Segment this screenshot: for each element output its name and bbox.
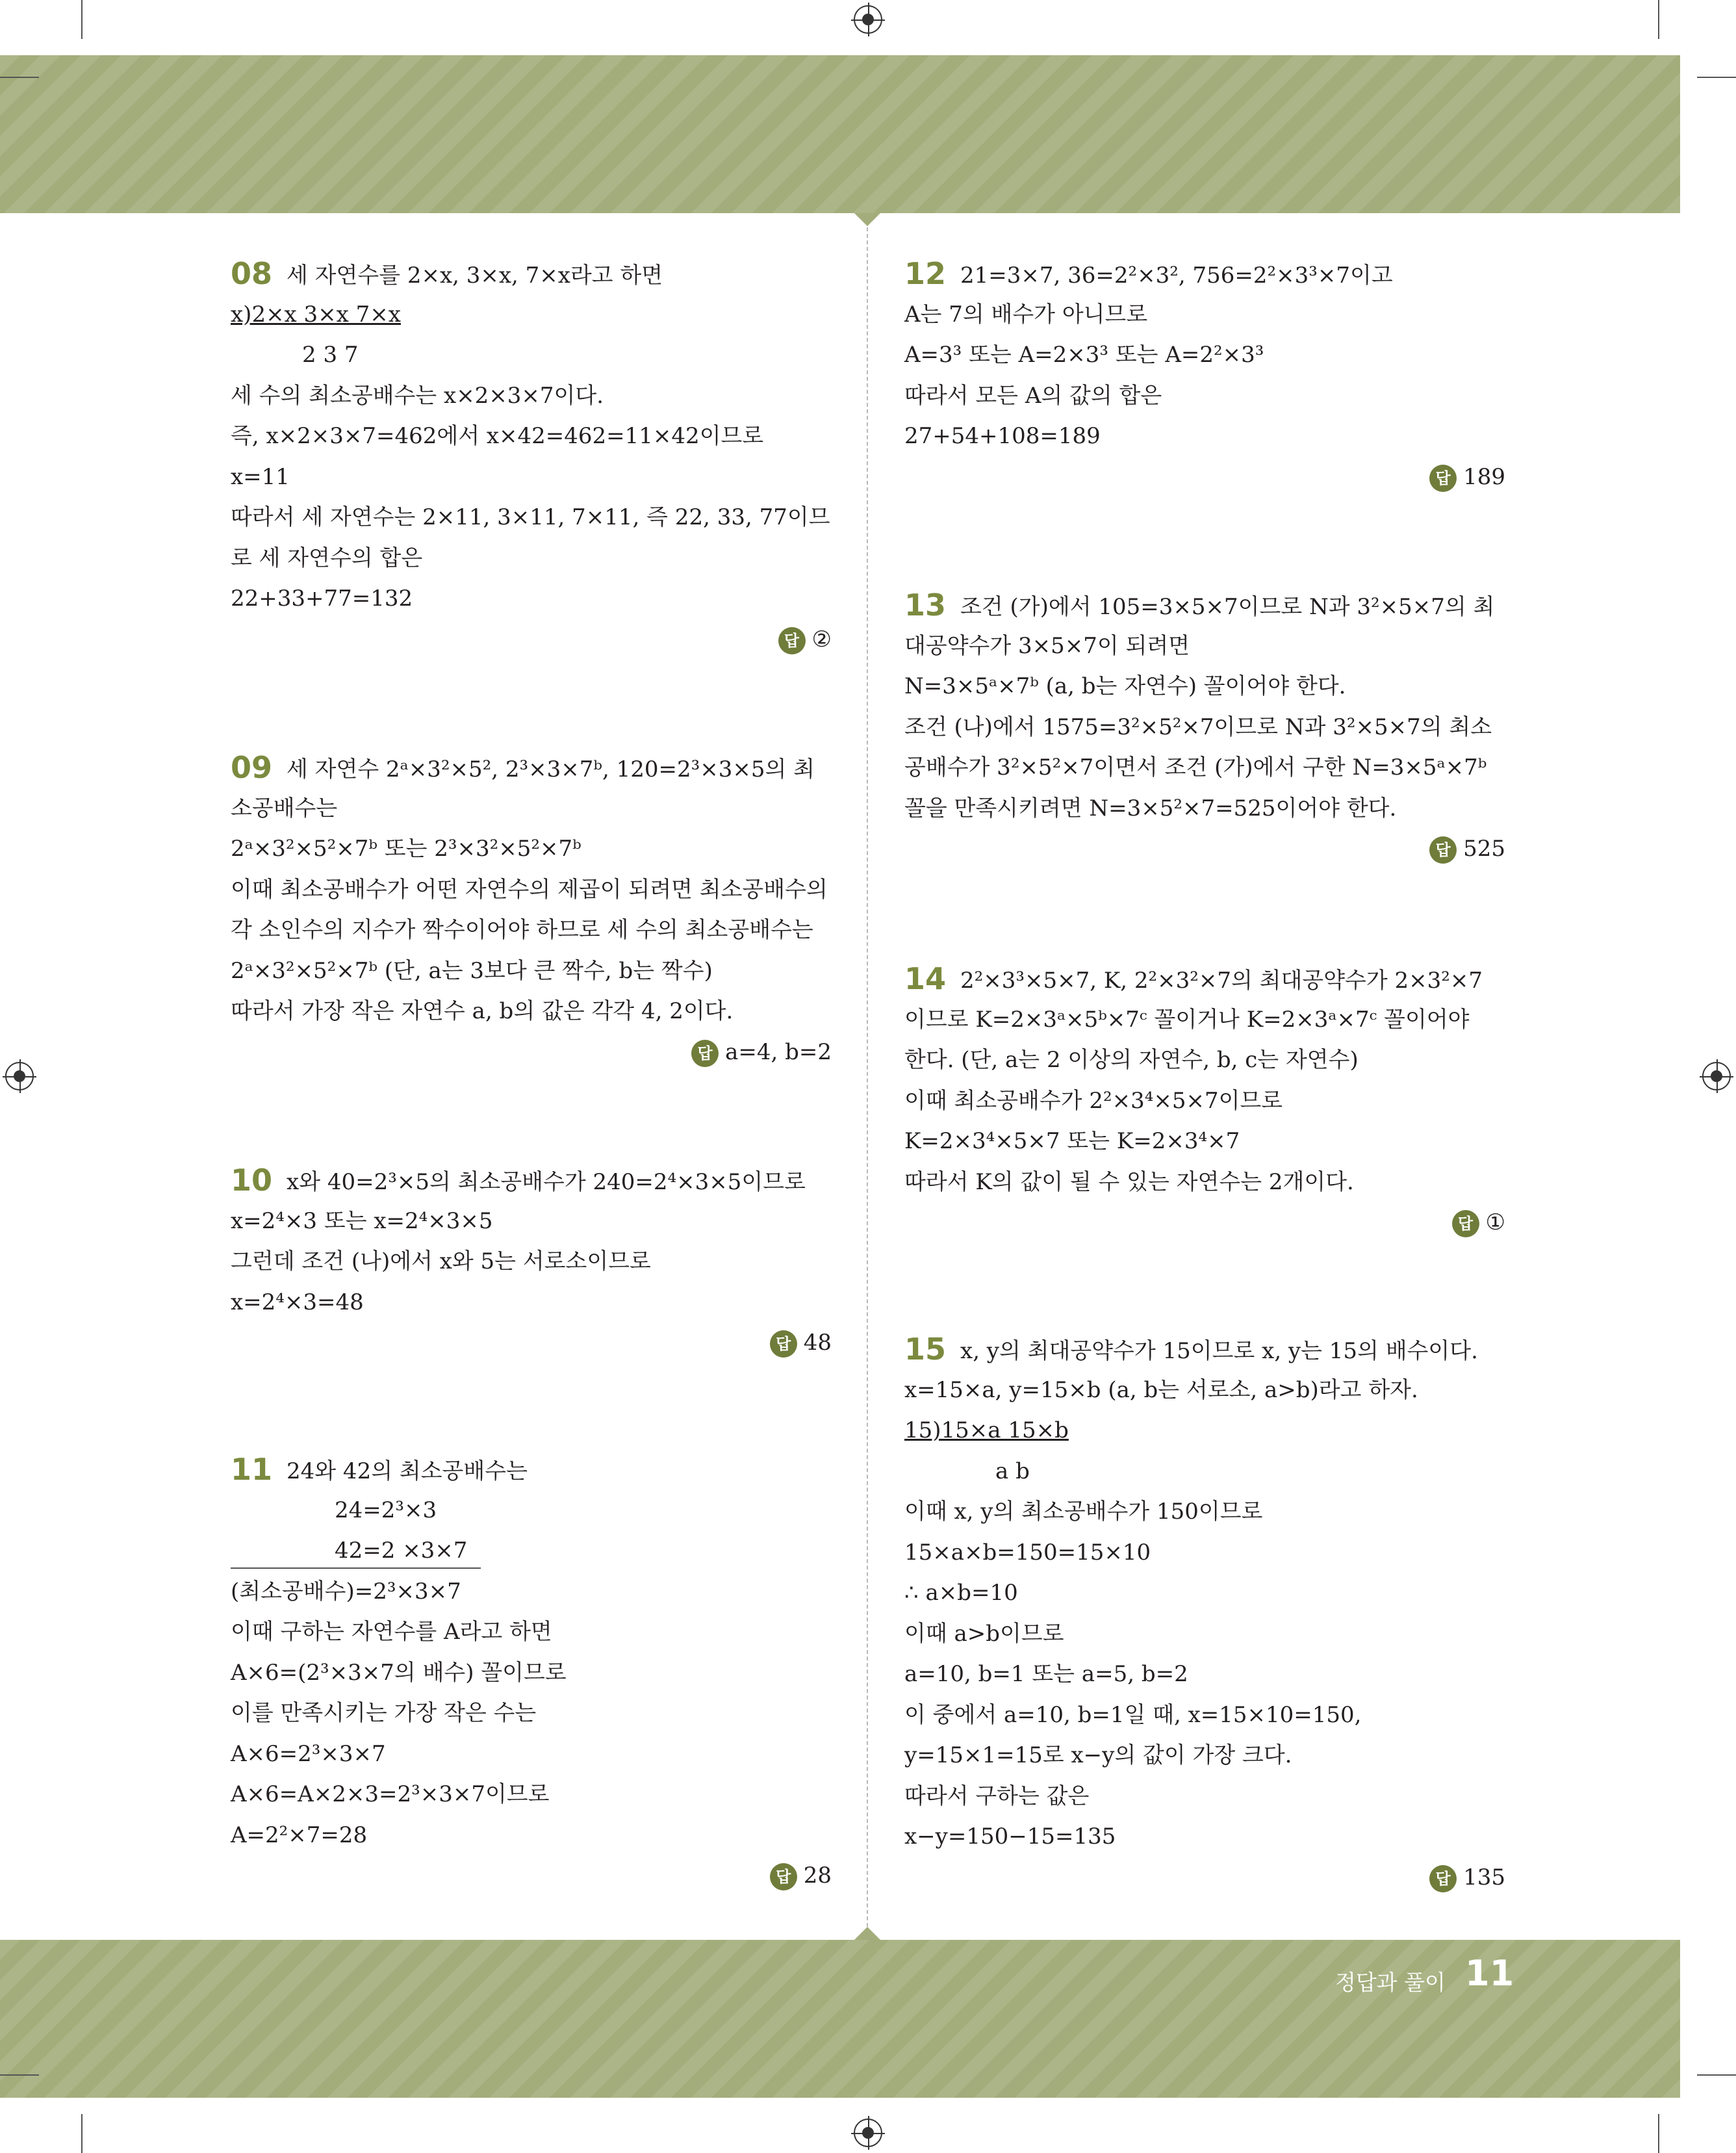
registration-mark-icon (854, 2119, 882, 2147)
crop-mark (1658, 2114, 1659, 2153)
solution-line: 이때 최소공배수가 2²×3⁴×5×7이므로 (904, 1087, 1283, 1114)
answer-badge: 답 (1429, 836, 1457, 864)
solution-line: x=15×a, y=15×b (a, b는 서로소, a>b)라고 하자. (904, 1376, 1418, 1403)
solution-line: a=10, b=1 또는 a=5, b=2 (904, 1661, 1188, 1687)
solution-line: 세 수의 최소공배수는 x×2×3×7이다. (231, 382, 604, 409)
solution-line: 22+33+77=132 (231, 586, 413, 612)
solution-line: A×6=2³×3×7 (231, 1740, 386, 1767)
crop-mark (1697, 2074, 1736, 2076)
page-number: 11 (1465, 1953, 1514, 1994)
solution-line: 그런데 조건 (나)에서 x와 5는 서로소이므로 (231, 1248, 651, 1274)
solution-line: 24와 42의 최소공배수는 (287, 1458, 528, 1484)
solution-line: y=15×1=15로 x−y의 값이 가장 크다. (904, 1742, 1292, 1768)
crop-mark (0, 2074, 39, 2076)
solution-line: x−y=150−15=135 (904, 1824, 1116, 1850)
problem-number: 11 (231, 1452, 273, 1487)
factorization-line: 42=2 ×3×7 (335, 1538, 468, 1564)
solution-line: A는 7의 배수가 아니므로 (904, 301, 1148, 328)
problem-number: 09 (231, 750, 273, 785)
solution-line: 세 자연수를 2×x, 3×x, 7×x라고 하면 (287, 263, 663, 289)
solution-line: 2²×3³×5×7, K, 2²×3²×7의 최대공약수가 2×3²×7 (960, 968, 1483, 994)
crop-mark (1658, 0, 1659, 39)
division-line: 15)15×a 15×b (904, 1417, 1069, 1443)
answer (231, 619, 832, 660)
answer-badge: 답 (778, 627, 806, 654)
answer-value: 135 (1463, 1864, 1505, 1890)
footer-label: 정답과 풀이 (1335, 1970, 1446, 1995)
solution-line: 대공약수가 3×5×7이 되려면 (904, 632, 1190, 659)
division-quotient: a b (995, 1458, 1030, 1484)
answer (904, 1202, 1505, 1243)
crop-mark (81, 2114, 83, 2153)
solution-line: 꼴을 만족시키려면 N=3×5²×7=525이어야 한다. (904, 795, 1397, 821)
crop-mark (1697, 77, 1736, 78)
footer-notch (854, 1927, 880, 1940)
registration-mark-icon (5, 1062, 34, 1090)
answer (904, 829, 1505, 870)
answer (231, 1032, 832, 1073)
answer-badge: 답 (1429, 465, 1457, 492)
answer-value: 189 (1463, 463, 1505, 490)
problem-number: 14 (904, 961, 947, 996)
answer-badge: 답 (1452, 1210, 1479, 1237)
problem-number: 15 (904, 1332, 947, 1367)
problem-13 (904, 585, 1505, 870)
solution-line: x=11 (231, 463, 290, 490)
solution-line: 이를 만족시키는 가장 작은 수는 (231, 1700, 537, 1726)
answer (904, 457, 1505, 498)
division-quotient: 2 3 7 (302, 342, 359, 368)
answer-badge: 답 (1429, 1865, 1457, 1892)
solution-line: 따라서 가장 작은 자연수 a, b의 값은 각각 4, 2이다. (231, 998, 734, 1024)
solution-line: 로 세 자연수의 합은 (231, 545, 423, 571)
crop-mark (0, 77, 39, 78)
problem-09 (231, 747, 832, 1072)
solution-line: 한다. (단, a는 2 이상의 자연수, b, c는 자연수) (904, 1047, 1359, 1073)
solution-line: A=2²×7=28 (231, 1822, 368, 1848)
header-band (0, 55, 1680, 213)
solution-line: 따라서 세 자연수는 2×11, 3×11, 7×11, 즉 22, 33, 77이므 (231, 504, 830, 530)
solution-line: x=2⁴×3 또는 x=2⁴×3×5 (231, 1207, 493, 1234)
solution-line: 따라서 모든 A의 값의 합은 (904, 382, 1162, 409)
solution-line: 이므로 K=2×3ᵃ×5ᵇ×7ᶜ 꼴이거나 K=2×3ᵃ×7ᶜ 꼴이어야 (904, 1006, 1470, 1033)
division-line: x)2×x 3×x 7×x (231, 301, 401, 328)
solution-line: 이때 최소공배수가 어떤 자연수의 제곱이 되려면 최소공배수의 (231, 876, 828, 903)
solution-line: 조건 (가)에서 105=3×5×7이므로 N과 3²×5×7의 최 (960, 594, 1495, 620)
solution-line: 27+54+108=189 (904, 423, 1101, 449)
solution-line: K=2×3⁴×5×7 또는 K=2×3⁴×7 (904, 1128, 1240, 1154)
registration-mark-icon (1702, 1062, 1731, 1090)
solution-line: 공배수가 3²×5²×7이면서 조건 (가)에서 구한 N=3×5ᵃ×7ᵇ (904, 754, 1487, 780)
solution-line: A×6=(2³×3×7의 배수) 꼴이므로 (231, 1659, 567, 1686)
problem-number: 10 (231, 1163, 273, 1198)
problem-10 (231, 1160, 832, 1363)
solution-line: 따라서 K의 값이 될 수 있는 자연수는 2개이다. (904, 1168, 1354, 1195)
solution-line: 소공배수는 (231, 795, 338, 821)
solution-line: x=2⁴×3=48 (231, 1289, 364, 1315)
column-divider (867, 227, 868, 1927)
answer-value: a=4, b=2 (725, 1038, 832, 1065)
answer-badge: 답 (770, 1330, 797, 1358)
answer-value: 48 (803, 1330, 832, 1356)
problem-number: 13 (904, 587, 947, 623)
crop-mark (81, 0, 83, 39)
solution-line: 2ᵃ×3²×5²×7ᵇ (단, a는 3보다 큰 짝수, b는 짝수) (231, 957, 713, 984)
header-notch (854, 213, 880, 226)
problem-14 (904, 959, 1505, 1243)
solution-line: 이 중에서 a=10, b=1일 때, x=15×10=150, (904, 1701, 1362, 1728)
footer-band (0, 1940, 1680, 2098)
answer (231, 1322, 832, 1363)
solution-line: N=3×5ᵃ×7ᵇ (a, b는 자연수) 꼴이어야 한다. (904, 673, 1346, 699)
solution-line: 조건 (나)에서 1575=3²×5²×7이므로 N과 3²×5×7의 최소 (904, 714, 1492, 740)
problem-15 (904, 1329, 1505, 1898)
answer-value: 525 (1463, 836, 1505, 862)
solution-line: A×6=A×2×3=2³×3×7이므로 (231, 1781, 550, 1807)
problem-number: 08 (231, 256, 273, 291)
solution-line: x, y의 최대공약수가 15이므로 x, y는 15의 배수이다. (960, 1338, 1478, 1364)
solution-line: 이때 a>b이므로 (904, 1620, 1064, 1647)
solution-line: 2ᵃ×3²×5²×7ᵇ 또는 2³×3²×5²×7ᵇ (231, 836, 581, 862)
solution-line: 15×a×b=150=15×10 (904, 1539, 1151, 1566)
answer-value: ① (1485, 1209, 1505, 1235)
answer (231, 1855, 832, 1896)
answer-badge: 답 (770, 1863, 797, 1890)
solution-line: 이때 x, y의 최소공배수가 150이므로 (904, 1499, 1263, 1525)
answer-value: 28 (803, 1863, 832, 1889)
solution-line: 따라서 구하는 값은 (904, 1783, 1090, 1809)
answer-badge: 답 (691, 1040, 719, 1067)
solution-line: (최소공배수)=2³×3×7 (231, 1578, 461, 1605)
solution-line: ∴ a×b=10 (904, 1580, 1018, 1606)
solution-line: 즉, x×2×3×7=462에서 x×42=462=11×42이므로 (231, 423, 764, 449)
problem-11 (231, 1449, 832, 1896)
solution-line: 세 자연수 2ᵃ×3²×5², 2³×3×7ᵇ, 120=2³×3×5의 최 (287, 756, 815, 782)
solution-line: 각 소인수의 지수가 짝수이어야 하므로 세 수의 최소공배수는 (231, 917, 813, 943)
solution-line: A=3³ 또는 A=2×3³ 또는 A=2²×3³ (904, 342, 1264, 368)
solution-line: 21=3×7, 36=2²×3², 756=2²×3³×7이고 (960, 263, 1393, 289)
problem-number: 12 (904, 256, 947, 291)
registration-mark-icon (854, 5, 882, 34)
solution-line: x와 40=2³×5의 최소공배수가 240=2⁴×3×5이므로 (287, 1169, 806, 1195)
answer (904, 1857, 1505, 1898)
problem-12 (904, 253, 1505, 497)
problem-08 (231, 253, 832, 660)
factorization-line: 24=2³×3 (335, 1497, 437, 1523)
solution-line: 이때 구하는 자연수를 A라고 하면 (231, 1619, 552, 1645)
answer-value: ② (811, 626, 832, 652)
